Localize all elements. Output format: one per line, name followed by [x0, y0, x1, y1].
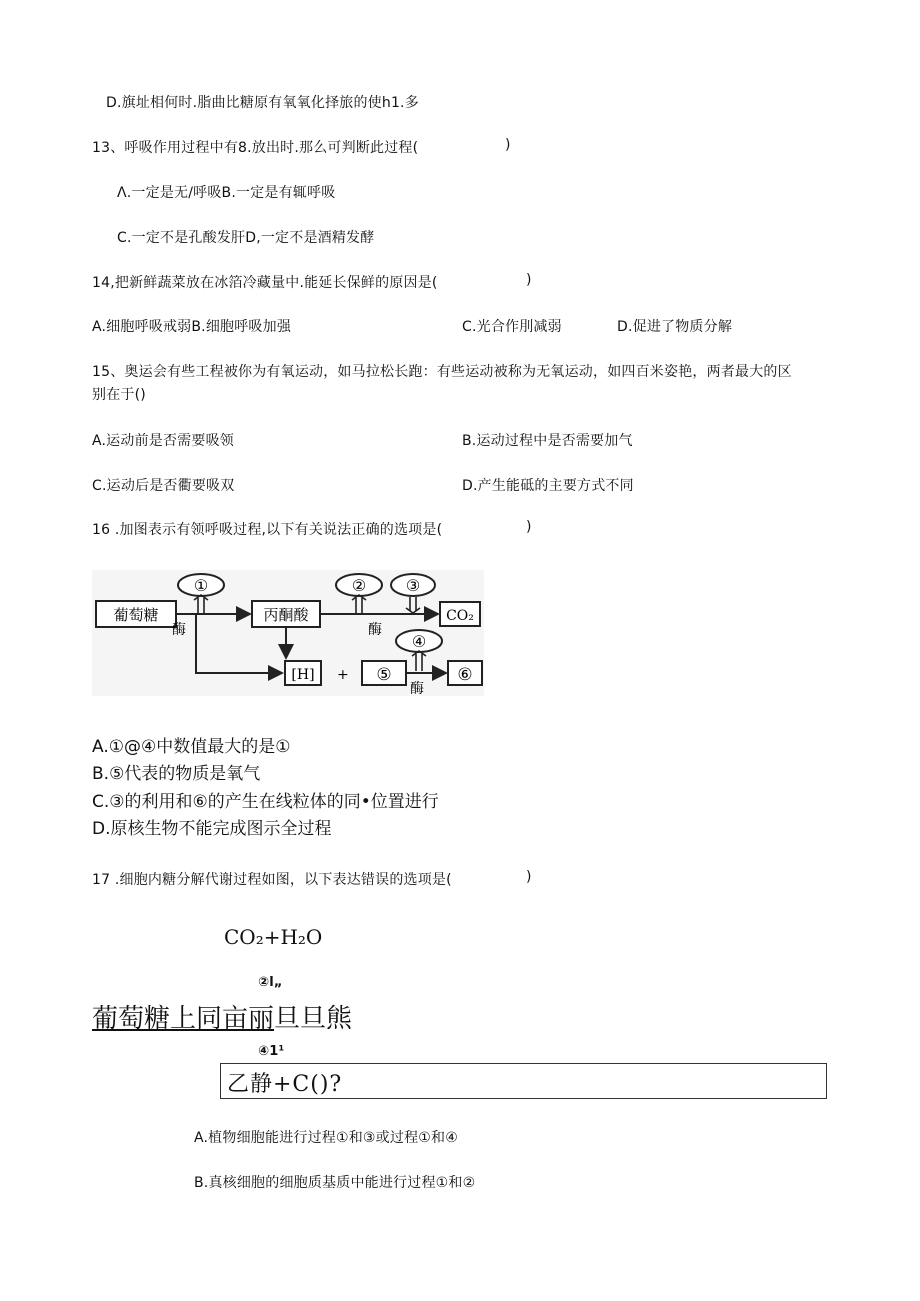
- svg-text:葡萄糖: 葡萄糖: [113, 606, 159, 624]
- q16-option-d: D.原核生物不能完成图示全过程: [92, 819, 332, 839]
- q12-option-d: D.旗址相何时.脂曲比糖原有氧氧化择旅的使h1.多: [106, 95, 419, 111]
- q16-option-b: B.⑤代表的物质是氧气: [92, 764, 261, 784]
- q15-option-c: C.运动后是否衢要吸双: [92, 478, 235, 494]
- svg-text:④: ④: [411, 632, 427, 651]
- substance-5-box: [362, 661, 406, 685]
- energy-2-up-arrow: [352, 595, 366, 614]
- glucose-pathway-b: 同亩丽: [196, 1004, 275, 1034]
- svg-text:③: ③: [405, 576, 421, 595]
- h-box: [285, 661, 321, 685]
- q17-option-b: B.真核细胞的细胞质基质中能进行过程①和②: [194, 1175, 476, 1191]
- q15-option-d: D.产生能砥的主要方式不同: [462, 478, 634, 494]
- plus-sign: +: [337, 667, 349, 683]
- enzyme-label-3: 酶: [410, 681, 424, 696]
- substance-6-box: [448, 661, 482, 685]
- substance-3-down-arrow: [406, 597, 420, 613]
- process-4-label: ④1¹: [258, 1044, 285, 1059]
- svg-text:[H]: [H]: [291, 667, 315, 683]
- enzyme-label-1: 酶: [172, 622, 186, 638]
- svg-text:丙酮酸: 丙酮酸: [263, 606, 309, 624]
- q17-answer-paren-close: ): [526, 869, 532, 885]
- q17-stem: 17 .细胞内糖分解代谢过程如图，以下表达错误的选项是(: [92, 872, 452, 888]
- q16-answer-paren-close: ): [526, 519, 532, 535]
- svg-text:①: ①: [193, 576, 209, 595]
- q14-option-c: C.光合作刖减弱: [462, 319, 562, 335]
- formula-co2-h2o: CO₂+H₂O: [224, 925, 323, 949]
- glucose-pathway-a: 葡萄糖上: [92, 1004, 197, 1034]
- glucose-box: [96, 601, 176, 627]
- q14-stem: 14,把新鲜蔬菜放在冰箔冷藏量中.能延长保鲜的原因是(: [92, 275, 438, 291]
- formula-ethanol-co2: 乙静+C()?: [227, 1072, 343, 1097]
- q14-answer-paren-close: ): [526, 272, 532, 288]
- enzyme-label-2: 酶: [368, 622, 382, 638]
- respiration-diagram: [92, 570, 484, 696]
- q15-option-a: A.运动前是否需要吸领: [92, 433, 234, 449]
- q16-option-c: C.③的利用和⑥的产生在线粒体的同•位置进行: [92, 792, 439, 812]
- process-2-label: ②l„: [258, 975, 283, 990]
- q16-stem: 16 .加图表示有领呼吸过程,以下有关说法正确的选项是(: [92, 522, 443, 538]
- q14-option-d: D.促进了物质分解: [617, 319, 733, 335]
- q15-stem-line1: 15、奥运会有些工程被你为有氧运动，如马拉松长跑：有些运动被称为无氧运动，如四百米姿艳，两者最大的区: [92, 364, 792, 380]
- energy-1-ellipse: [178, 574, 224, 596]
- glucose-pathway-c: 旦旦熊: [274, 1004, 353, 1034]
- q13-option-cd: C.一定不是孔酸发肝D,一定不是酒精发酵: [117, 230, 375, 246]
- energy-4-up-arrow: [412, 651, 426, 671]
- q16-option-a: A.①@④中数值最大的是①: [92, 737, 291, 757]
- pyruvate-box: [252, 601, 320, 627]
- co2-box: [440, 602, 480, 626]
- q13-option-ab: Λ.一定是无/呼吸B.一定是有辄呼吸: [117, 185, 336, 201]
- energy-4-ellipse: [396, 630, 442, 652]
- svg-text:②: ②: [351, 576, 367, 595]
- q13-answer-paren-close: ): [505, 137, 511, 153]
- svg-text:CO₂: CO₂: [446, 608, 474, 624]
- svg-text:⑤: ⑤: [376, 665, 392, 685]
- glucose-pathway-line: [92, 998, 352, 1035]
- substance-3-ellipse: [391, 574, 435, 596]
- energy-2-ellipse: [336, 574, 382, 596]
- formula-box: [220, 1063, 827, 1099]
- svg-text:⑥: ⑥: [457, 665, 473, 685]
- q14-option-ab: A.细胞呼吸戒弱B.细胞呼吸加强: [92, 319, 292, 335]
- energy-1-up-arrow: [194, 595, 208, 614]
- q13-stem: 13、呼吸作用过程中有8.放出时.那么可判断此过程(: [92, 140, 419, 156]
- q15-option-b: B.运动过程中是否需要加气: [462, 433, 633, 449]
- q17-option-a: A.植物细胞能进行过程①和③或过程①和④: [194, 1130, 458, 1146]
- q15-stem-line2: 别在于(): [92, 387, 146, 403]
